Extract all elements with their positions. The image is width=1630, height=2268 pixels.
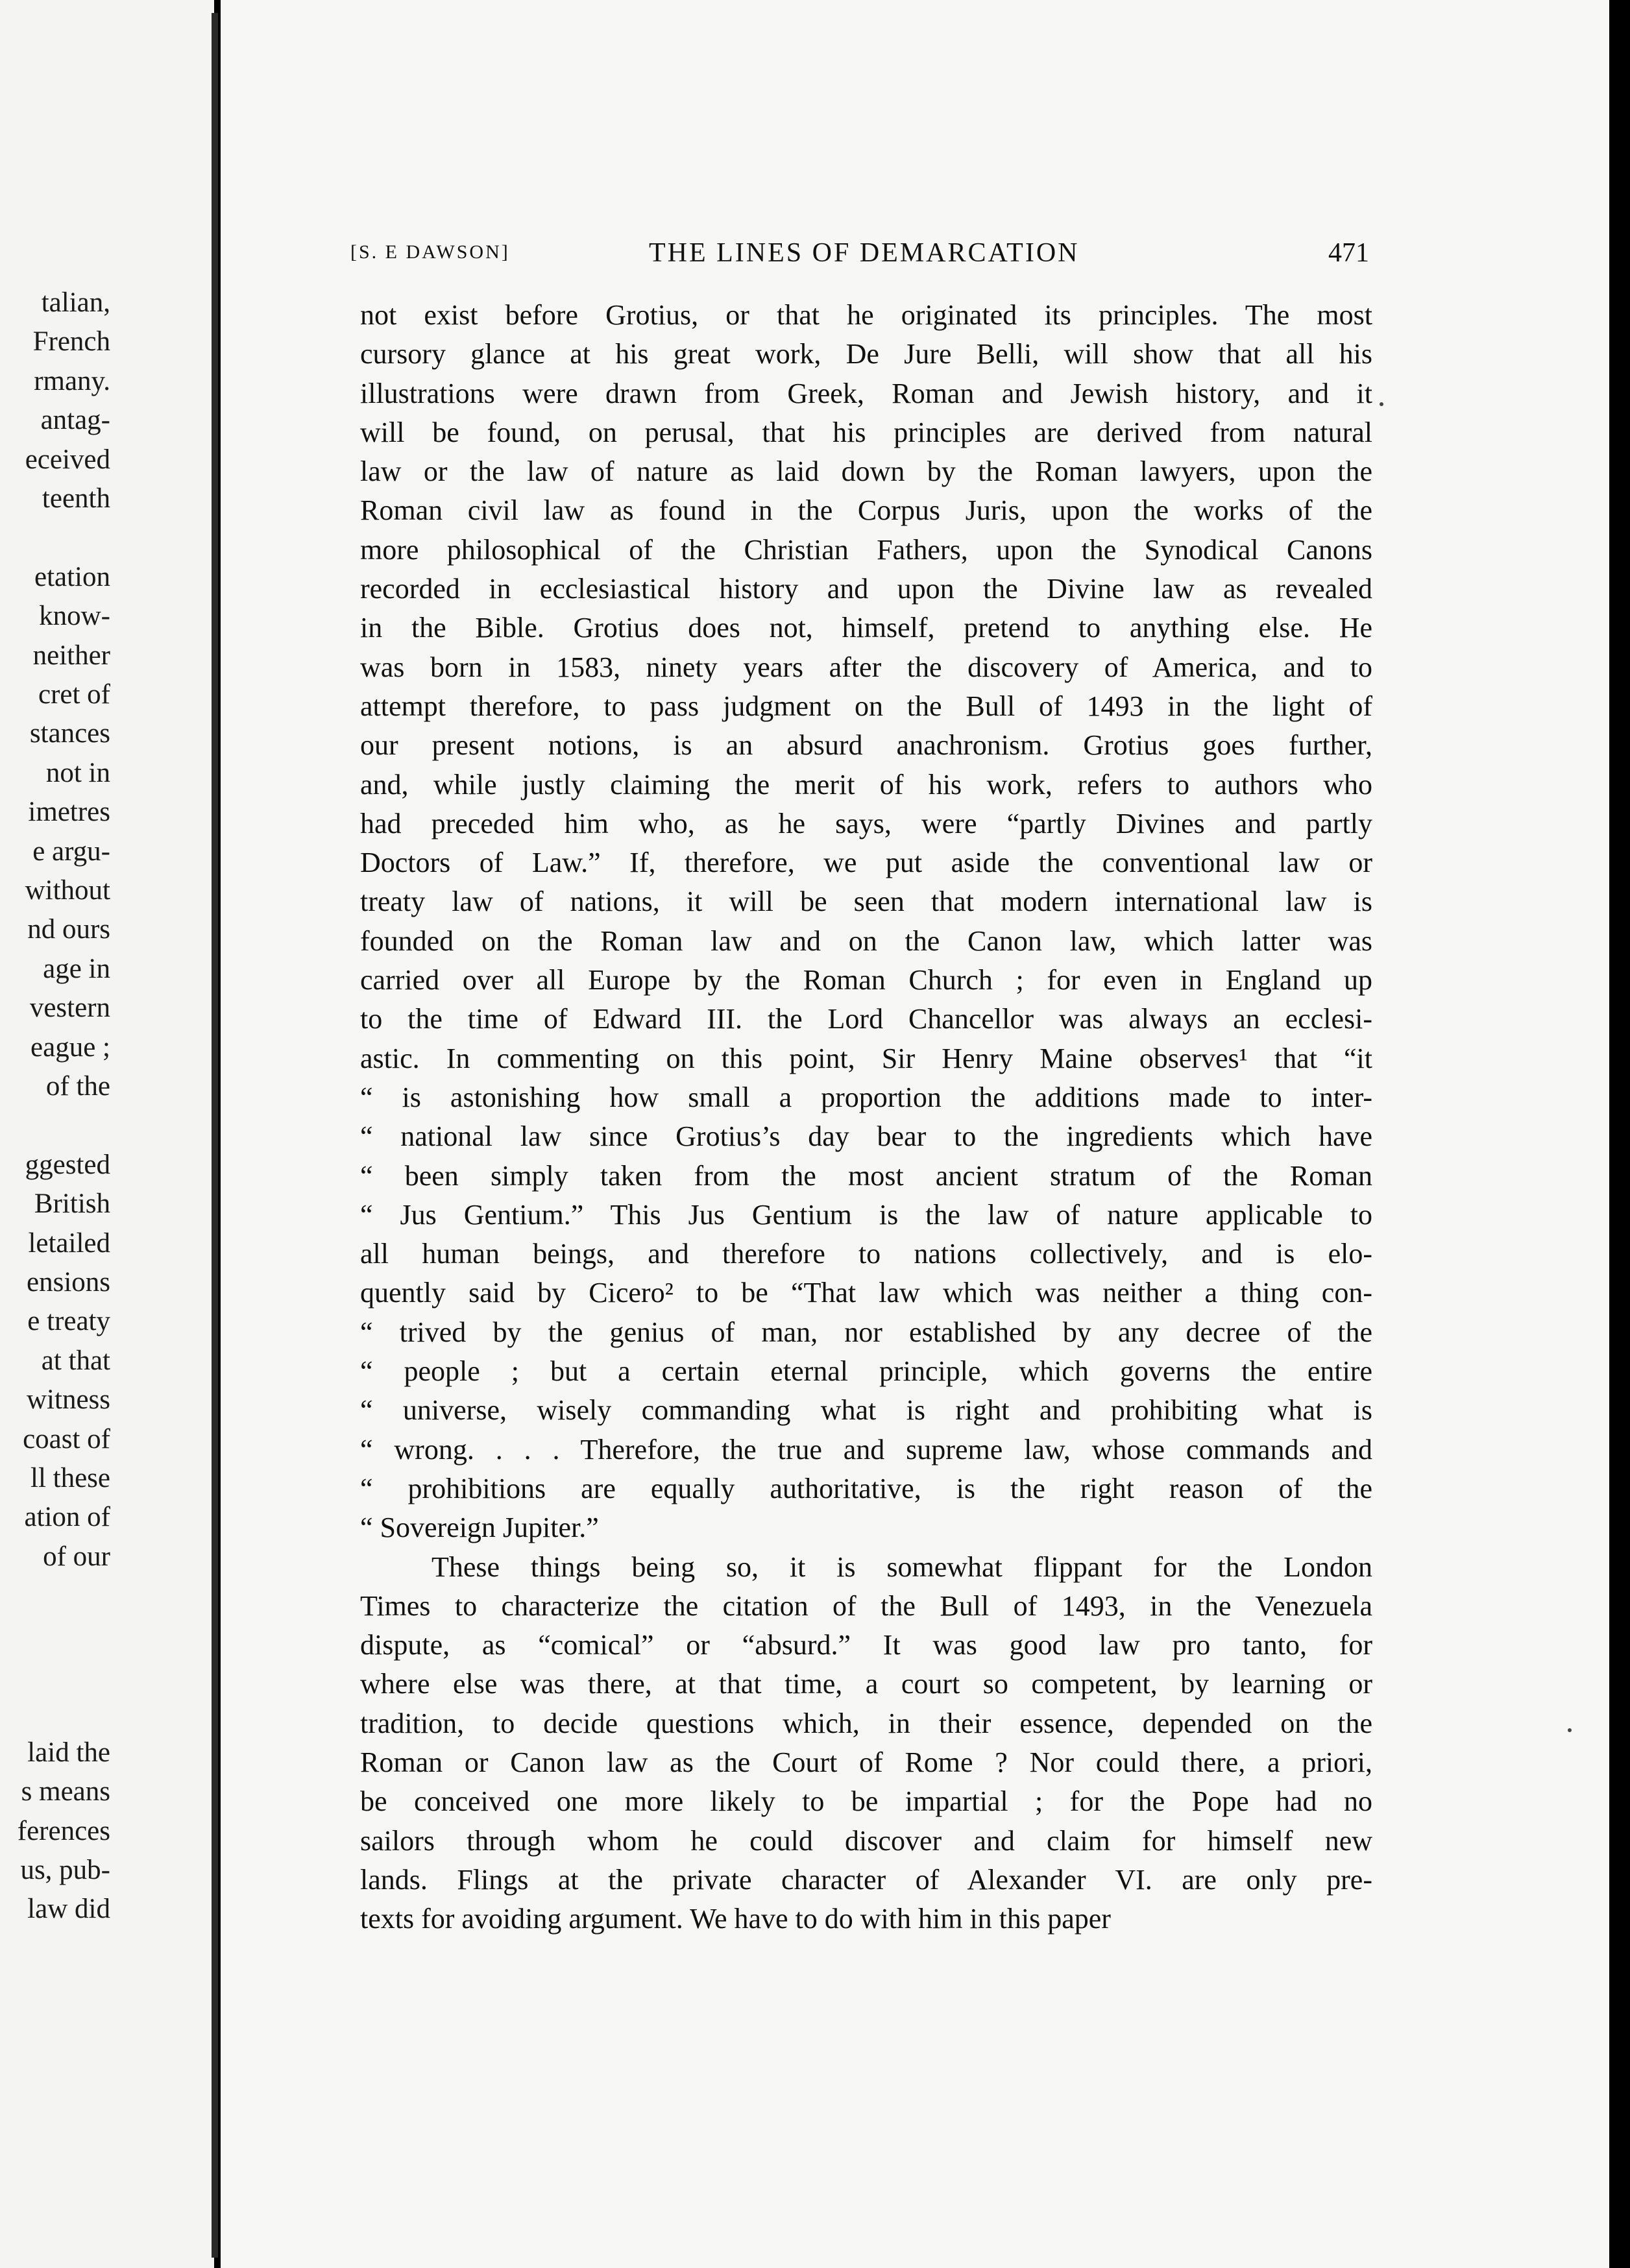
text-line: Roman civil law as found in the Corpus Juris, upon the works of the	[360, 494, 1372, 527]
left-page-line: eceived	[25, 444, 110, 475]
text-line: “ been simply taken from the most ancient stratum of the Roman	[360, 1159, 1372, 1192]
left-page-line: s means	[21, 1776, 110, 1807]
text-line: and, while justly claiming the merit of his work, refers to authors who	[360, 768, 1372, 801]
text-line: cursory glance at his great work, De Jure Belli, will show that all his	[360, 338, 1372, 370]
text-line: carried over all Europe by the Roman Church ; for even in England up	[360, 964, 1372, 996]
stray-mark	[1380, 402, 1383, 406]
left-page-line: letailed	[28, 1227, 110, 1259]
left-page-line: ensions	[27, 1267, 110, 1297]
left-page-line: e treaty	[27, 1306, 110, 1337]
text-line: “ national law since Grotius’s day bear to the ingredients which have	[360, 1120, 1372, 1153]
running-head-author: [S. E DAWSON]	[350, 241, 510, 263]
text-line: to the time of Edward III. the Lord Chancellor was always an ecclesi-	[360, 1003, 1372, 1035]
text-line: in the Bible. Grotius does not, himself, pretend to anything else. He	[360, 612, 1372, 644]
left-page-line: of our	[43, 1541, 110, 1572]
text-line: sailors through whom he could discover and claim for himself new	[360, 1824, 1372, 1857]
text-line: recorded in ecclesiastical history and upon the Divine law as revealed	[360, 573, 1372, 605]
text-line: Doctors of Law.” If, therefore, we put aside the conventional law or	[360, 847, 1372, 879]
text-line: where else was there, at that time, a court so competent, by learning or	[360, 1668, 1372, 1700]
text-line: law or the law of nature as laid down by the Roman lawyers, upon the	[360, 455, 1372, 488]
text-line: “ Jus Gentium.” This Jus Gentium is the law of nature applicable to	[360, 1198, 1372, 1231]
left-page-line: rmany.	[34, 365, 110, 396]
body-text	[360, 296, 1372, 1938]
running-head	[350, 237, 1369, 276]
text-line: “ universe, wisely commanding what is right and prohibiting what is	[360, 1394, 1372, 1427]
left-page-line: witness	[27, 1384, 110, 1416]
stray-mark	[1568, 1728, 1572, 1732]
left-page-line: e argu-	[32, 836, 110, 867]
left-page-line: stances	[29, 718, 110, 749]
left-page-line: etation	[34, 561, 110, 592]
text-line: dispute, as “comical” or “absurd.” It was good law pro tanto, for	[360, 1629, 1372, 1661]
left-page-line: teenth	[42, 483, 110, 514]
left-page-line: without	[25, 875, 110, 906]
text-line: had preceded him who, as he says, were “partly Divines and partly	[360, 807, 1372, 839]
text-line: attempt therefore, to pass judgment on the Bull of 1493 in the light of	[360, 690, 1372, 722]
book-gutter	[212, 13, 218, 2258]
text-line: texts for avoiding argument. We have to do with him in this paper	[360, 1903, 1111, 1935]
left-page-line: nd ours	[27, 914, 110, 945]
text-line: Roman or Canon law as the Court of Rome ? Nor could there, a priori,	[360, 1746, 1372, 1778]
left-page-line: ll these	[30, 1463, 110, 1493]
left-page-line: age in	[43, 953, 110, 984]
text-line: not exist before Grotius, or that he originated its principles. The most	[360, 299, 1372, 331]
left-page-line: ggested	[25, 1149, 110, 1180]
left-page-line: French	[32, 326, 110, 357]
text-line: “ is astonishing how small a proportion the additions made to inter-	[360, 1081, 1372, 1113]
left-page-line: law did	[27, 1894, 110, 1925]
left-page-line: eague ;	[30, 1031, 110, 1063]
text-line: all human beings, and therefore to nations collectively, and is elo-	[360, 1238, 1372, 1270]
text-line: “ wrong. . . . Therefore, the true and supreme law, whose commands and	[360, 1433, 1372, 1466]
text-line: lands. Flings at the private character of Alexander VI. are only pre-	[360, 1863, 1372, 1896]
text-line: “ people ; but a certain eternal principle, which governs the entire	[360, 1355, 1372, 1388]
text-line: be conceived one more likely to be impartial ; for the Pope had no	[360, 1785, 1372, 1818]
left-page-line: cret of	[38, 679, 110, 710]
text-line: our present notions, is an absurd anachronism. Grotius goes further,	[360, 729, 1372, 762]
running-head-title: THE LINES OF DEMARCATION	[649, 238, 1080, 268]
left-page-line: us, pub-	[20, 1855, 110, 1885]
text-line: tradition, to decide questions which, in their essence, depended on the	[360, 1707, 1372, 1739]
text-line: Times to characterize the citation of the Bull of 1493, in the Venezuela	[360, 1589, 1372, 1622]
text-line: founded on the Roman law and on the Canon law, which latter was	[360, 924, 1372, 957]
text-line: quently said by Cicero² to be “That law which was neither a thing con-	[360, 1277, 1372, 1309]
left-page-line: at that	[41, 1345, 110, 1376]
left-page-line: ferences	[17, 1815, 110, 1846]
text-line: astic. In commenting on this point, Sir Henry Maine observes¹ that “it	[360, 1042, 1372, 1074]
left-page-line: antag-	[40, 405, 110, 436]
left-page-line: vestern	[29, 993, 110, 1024]
text-line: These things being so, it is somewhat flippant for the London	[432, 1550, 1372, 1583]
page-number: 471	[1328, 238, 1369, 268]
text-line: was born in 1583, ninety years after the discovery of America, and to	[360, 651, 1372, 683]
left-page-line: know-	[39, 601, 110, 632]
left-page-line: not in	[45, 757, 110, 788]
left-page-line: imetres	[28, 797, 110, 828]
text-line: will be found, on perusal, that his principles are derived from natural	[360, 416, 1372, 448]
left-page-line: talian,	[41, 287, 110, 318]
left-page-line: neither	[32, 640, 110, 671]
left-page-line: British	[34, 1188, 110, 1220]
left-page-line: laid the	[27, 1737, 110, 1768]
text-line: treaty law of nations, it will be seen that modern international law is	[360, 886, 1372, 918]
text-line: illustrations were drawn from Greek, Roman and Jewish history, and it	[360, 377, 1372, 409]
text-line: more philosophical of the Christian Fathers, upon the Synodical Canons	[360, 533, 1372, 566]
text-line: “ trived by the genius of man, nor established by any decree of the	[360, 1316, 1372, 1348]
text-line: “ prohibitions are equally authoritative, is the right reason of the	[360, 1472, 1372, 1504]
left-page-line: of the	[45, 1071, 110, 1102]
left-page-line: coast of	[23, 1423, 110, 1454]
left-page-line: ation of	[24, 1502, 110, 1533]
text-line: “ Sovereign Jupiter.”	[360, 1512, 599, 1544]
